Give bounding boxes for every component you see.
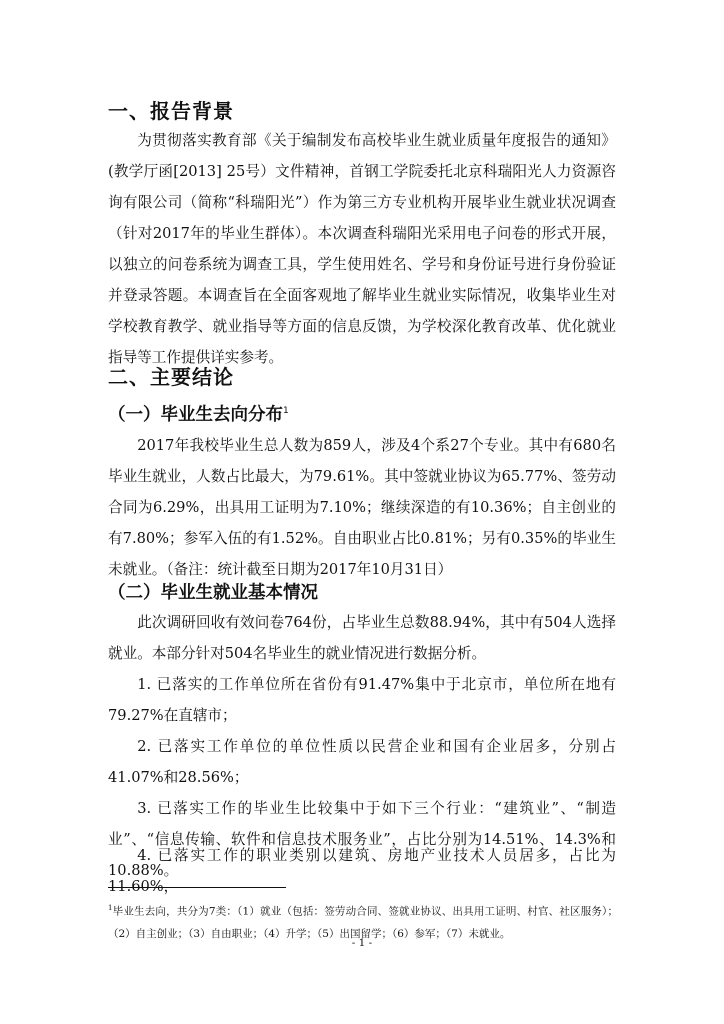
subsection-heading-destination: [108, 401, 289, 426]
subsection-heading-destination-text: （一）毕业生去向分布: [108, 405, 283, 425]
list-item: 1. 已落实的工作单位所在省份有91.47%集中于北京市，单位所在地有79.27%在直辖市；: [108, 676, 616, 724]
destination-paragraph: 2017年我校毕业生总人数为859人，涉及4个系27个专业。其中有680名毕业生就业，人数占比最大，为79.61%。其中签就业协议为65.77%、签劳动合同为6.29%，出具用工证明为7.10%；继续深造的有10.36%；自主创业的有7.80%；参军入伍的有1.52%。自由职业占比0.81%；另有0.35%的毕业生未就业。（备注：统计截至日期为2017年10月31日）: [108, 437, 616, 578]
footnote-divider: [108, 887, 286, 888]
section-heading-background: 一、报告背景: [108, 99, 234, 123]
footnote-text: 毕业生去向，共分为7类：（1）就业（包括：签劳动合同、签就业协议、出具用工证明、村官、社区服务）；（2）自主创业；（3）自由职业；（4）升学；（5）出国留学；（6）参军；（7）未就业。: [108, 905, 618, 940]
list-item: 3. 已落实工作的毕业生比较集中于如下三个行业：“建筑业”、“制造业”、“信息传输、软件和信息技术服务业”，占比分别为14.51%、14.3%和10.88%。: [108, 800, 616, 879]
list-item: 4. 已落实工作的职业类别以建筑、房地产业技术人员居多，占比为11.60%，: [108, 847, 616, 895]
subsection-heading-employment: （二）毕业生就业基本情况: [108, 583, 318, 603]
employment-paragraph: 此次调研回收有效问卷764份，占毕业生总数88.94%，其中有504人选择就业。本部分针对504名毕业生的就业情况进行数据分析。: [108, 614, 616, 662]
background-paragraph: 为贯彻落实教育部《关于编制发布高校毕业生就业质量年度报告的通知》(教学厅函[2013] 25号）文件精神，首钢工学院委托北京科瑞阳光人力资源咨询有限公司（简称“科瑞阳光”）作为第三方专业机构开展毕业生就业状况调查（针对2017年的毕业生群体）。本次调查科瑞阳光采用电子问卷的形式开展，以独立的问卷系统为调查工具，学生使用姓名、学号和身份证号进行身份验证并登录答题。本调查旨在全面客观地了解毕业生就业实际情况，收集毕业生对学校教育教学、就业指导等方面的信息反馈，为学校深化教育改革、优化就业指导等工作提供详实参考。: [108, 132, 616, 366]
list-item: 2. 已落实工作单位的单位性质以民营企业和国有企业居多，分别占41.07%和28.56%；: [108, 738, 616, 786]
page-number: - 1 -: [351, 937, 373, 949]
footnote-reference[interactable]: 1: [283, 406, 289, 417]
section-heading-conclusions: 二、主要结论: [108, 365, 234, 389]
footnote-mark: 1: [108, 904, 113, 912]
